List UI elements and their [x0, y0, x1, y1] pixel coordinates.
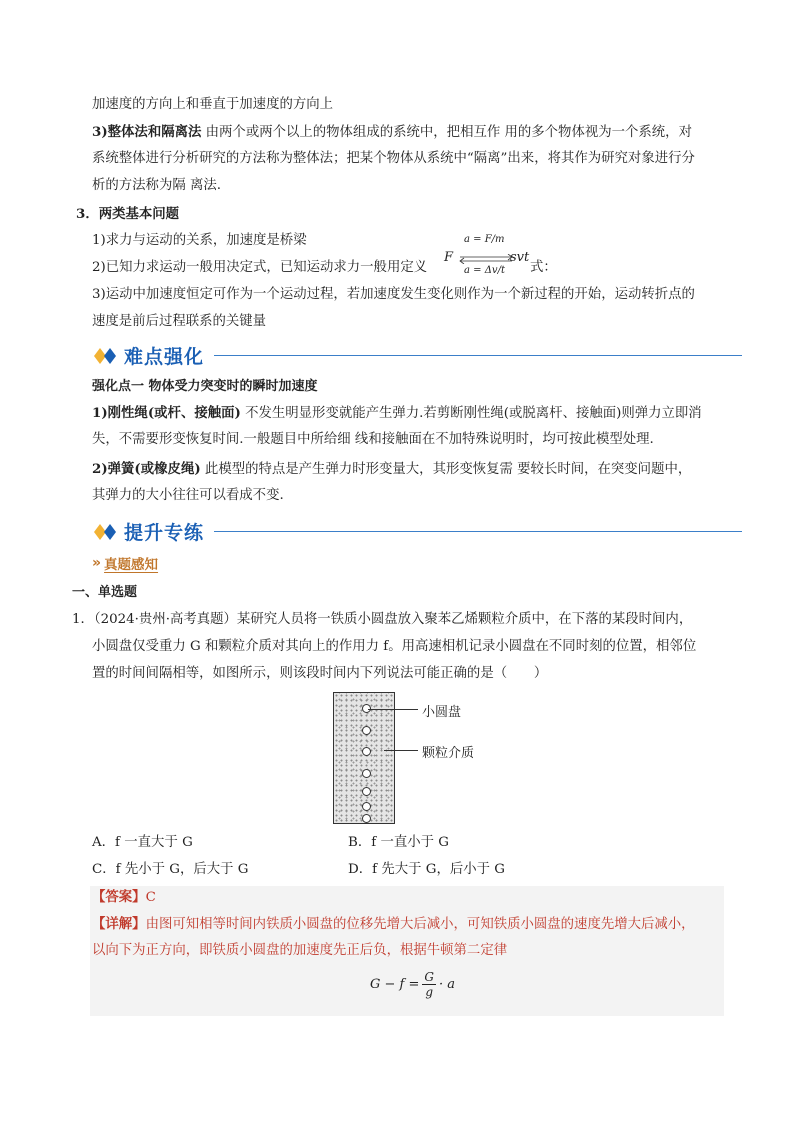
text-line: 加速度的方向上和垂直于加速度的方向上 — [92, 97, 334, 112]
text-line — [92, 123, 692, 142]
bold-term: 2)弹簧(或橡皮绳) — [92, 461, 201, 477]
answer-line — [92, 888, 156, 907]
figure-label-medium: 颗粒介质 — [422, 746, 475, 761]
section-heading-title: 难点强化 — [124, 346, 205, 368]
formula-top: a = F/m — [464, 234, 505, 245]
diamond-icon — [94, 348, 120, 364]
text-span: 不发生明显形变就能产生弹力.若剪断刚性绳(或脱离杆、接触面)则弹力立即消 — [240, 406, 702, 421]
sub-heading — [92, 553, 158, 573]
text-line: 速度是前后过程联系的关键量 — [92, 314, 267, 329]
section-heading-title: 提升专练 — [124, 522, 205, 544]
diamond-icon — [94, 524, 120, 540]
text-span: 由两个或两个以上的物体组成的系统中，把相互作 用的多个物体视为一个系统，对 — [201, 125, 692, 140]
text-line: 系统整体进行分析研究的方法称为整体法；把某个物体从系统中“隔离”出来，将其作为研究对象进行分 — [92, 151, 695, 166]
disk-position — [362, 747, 371, 756]
option-b: B．f 一直小于 G — [348, 835, 449, 850]
equation-left: G − f = — [370, 977, 420, 992]
option-d: D．f 先大于 G，后小于 G — [348, 862, 505, 877]
double-arrow-icon — [456, 254, 516, 264]
question-text: 1．（2024·贵州·高考真题）某研究人员将一铁质小圆盘放入聚苯乙烯颗粒介质中，在下落的某段时间内， — [72, 612, 693, 627]
detail-line: 以向下为正方向，即铁质小圆盘的加速度先正后负，根据牛顿第二定律 — [92, 943, 508, 958]
fraction-numerator: G — [424, 970, 434, 984]
answer-value: C — [145, 890, 156, 905]
text-line: 失，不需要形变恢复时间.一般题目中所给细 线和接触面在不加特殊说明时，均可按此模型处理. — [92, 432, 654, 447]
disk-position — [362, 787, 371, 796]
equation-right: · a — [438, 977, 455, 992]
disk-position — [362, 726, 371, 735]
detail-text: 由图可知相等时间内铁质小圆盘的位移先增大后减小，可知铁质小圆盘的速度先增大后减小， — [145, 917, 695, 932]
leader-line — [368, 709, 418, 710]
disk-position — [362, 769, 371, 778]
bold-term: 3)整体法和隔离法 — [92, 124, 202, 140]
formula-diagram — [444, 234, 530, 286]
disk-position — [362, 802, 371, 811]
text-line — [92, 460, 691, 479]
question-text: 小圆盘仅受重力 G 和颗粒介质对其向上的作用力 f。用高速相机记录小圆盘在不同时刻的位置，相邻位 — [92, 639, 697, 654]
heading-rule — [214, 355, 742, 357]
text-line: 其弹力的大小往往可以看成不变. — [92, 488, 284, 503]
formula-F: F — [444, 250, 454, 265]
section-heading-tisheng — [94, 518, 742, 545]
bold-term: 1)刚性绳(或杆、接触面) — [92, 405, 241, 421]
text-line: 析的方法称为隔 离法. — [92, 178, 222, 193]
detail-label: 【详解】 — [92, 916, 146, 932]
text-span: 式： — [530, 260, 557, 275]
question-text: 置的时间间隔相等，如图所示，则该段时间内下列说法可能正确的是（ ） — [92, 666, 548, 681]
double-chevron-icon: » — [92, 555, 99, 571]
equation-fraction — [422, 970, 436, 999]
text-line — [92, 404, 702, 423]
question-type: 一、单选题 — [72, 585, 138, 600]
text-line: 1)求力与运动的关系，加速度是桥梁 — [92, 233, 307, 248]
formula-bottom: a = Δv/t — [464, 265, 505, 276]
figure-label-disk: 小圆盘 — [422, 705, 462, 720]
section-heading-nandian — [94, 342, 742, 369]
text-span: 此模型的特点是产生弹力时形变量大，其形变恢复需 要较长时间，在突变问题中， — [200, 462, 692, 477]
formula-right: svt — [510, 250, 530, 265]
fraction-denominator: g — [425, 985, 434, 999]
granular-medium-figure — [333, 692, 395, 824]
disk-position — [362, 814, 371, 823]
point-title: 强化点一 物体受力突变时的瞬时加速度 — [92, 379, 318, 394]
answer-label: 【答案】 — [92, 889, 146, 905]
text-line: 2)已知力求运动一般用决定式，已知运动求力一般用定义 — [92, 260, 428, 275]
section-title: 3．两类基本问题 — [76, 206, 180, 222]
text-line: 3)运动中加速度恒定可作为一个运动过程，若加速度发生变化则作为一个新过程的开始，运动转折点的 — [92, 287, 695, 302]
detail-line — [92, 915, 695, 934]
equation — [370, 970, 455, 999]
sub-heading-label: 真题感知 — [104, 557, 159, 573]
option-c: C．f 先小于 G，后大于 G — [92, 862, 249, 877]
option-a: A．f 一直大于 G — [92, 835, 193, 850]
leader-line — [384, 750, 418, 751]
heading-rule — [214, 531, 742, 533]
